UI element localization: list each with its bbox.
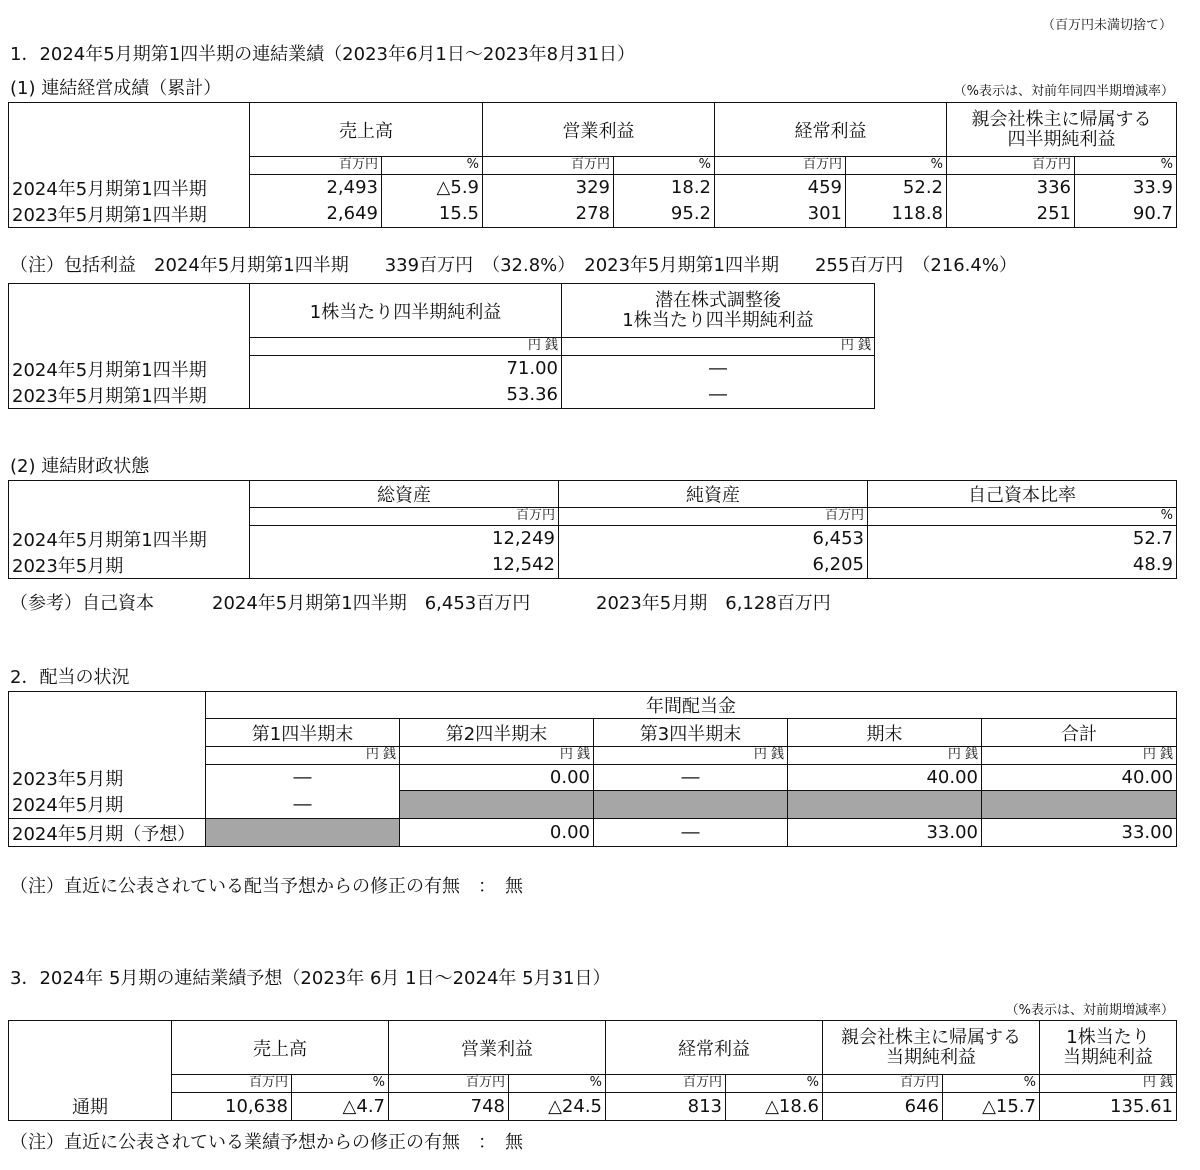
header-q2-end: 第2四半期末: [400, 719, 594, 747]
table-row: 2023年5月期第1四半期 2,649 15.5 278 95.2 301 118.8 251 90.7: [9, 201, 1177, 228]
table-row: 2023年5月期第1四半期 53.36 ―: [9, 382, 875, 409]
table-row: 2024年5月期（予想） 0.00 ― 33.00 33.00: [9, 819, 1177, 847]
header-year-end: 期末: [788, 719, 982, 747]
header-operating-income: 営業利益: [483, 103, 715, 157]
financial-table: 総資産 純資産 自己資本比率 百万円 百万円 % 2024年5月期第1四半期 12,249 6,453 52.7 2023年5月期 12,542 6,205 48.9: [8, 480, 1177, 579]
header-equity-ratio: 自己資本比率: [868, 481, 1177, 508]
row-label: 2023年5月期第1四半期: [9, 201, 250, 228]
shaded-cell: [400, 791, 594, 819]
shaded-cell: [594, 791, 788, 819]
forecast-header-net-income: 親会社株主に帰属する 当期純利益: [823, 1021, 1040, 1075]
header-q1-end: 第1四半期末: [206, 719, 400, 747]
header-diluted-eps: 潜在株式調整後 1株当たり四半期純利益: [562, 284, 875, 338]
unit-yen: 円 銭: [250, 338, 562, 356]
header-eps: 1株当たり四半期純利益: [250, 284, 562, 338]
results-subtitle: (1) 連結経営成績（累計）: [10, 78, 222, 99]
section3-title: 3．2024年 5月期の連結業績予想（2023年 6月 1日～2024年 5月31日）: [10, 968, 611, 989]
dividend-table: 年間配当金 第1四半期末 第2四半期末 第3四半期末 期末 合計 円 銭 円 銭 円 銭 円 銭 円 銭 2023年5月期 ― 0.00 ― 40.00 40.00 2024年5月期 ― 2024年5月期（予想） 0.00 ― 33.00 33.00: [8, 691, 1177, 847]
section1-title: 1．2024年5月期第1四半期の連結業績（2023年6月1日～2023年8月31日）: [10, 44, 636, 65]
header-total: 合計: [982, 719, 1177, 747]
comprehensive-income-note: （注）包括利益 2024年5月期第1四半期 339百万円 （32.8%） 2023年5月期第1四半期 255百万円 （216.4%）: [10, 255, 1017, 276]
results-table: 売上高 営業利益 経常利益 親会社株主に帰属する 四半期純利益 百万円 % 百万円 % 百万円 % 百万円 % 2024年5月期第1四半期 2,493 △5.9 329 18.2 459 52.2 336 33.9 2023年5月期第1四半期 2,649 15.5 278 95.2 301 118.8 251 90.7: [8, 102, 1177, 228]
header-blank: [9, 103, 250, 157]
header-total-assets: 総資産: [250, 481, 559, 508]
reference-prior: 2023年5月期 6,128百万円: [596, 593, 831, 614]
forecast-header-eps: 1株当たり 当期純利益: [1040, 1021, 1177, 1075]
shaded-cell: [206, 819, 400, 847]
forecast-note: （注）直近に公表されている業績予想からの修正の有無 ： 無: [10, 1132, 523, 1153]
header-q3-end: 第3四半期末: [594, 719, 788, 747]
reference-label: （参考）自己資本: [10, 593, 154, 614]
header-sales: 売上高: [250, 103, 483, 157]
row-label-full-year: 通期: [9, 1093, 172, 1121]
table-row: 2024年5月期第1四半期 71.00 ―: [9, 356, 875, 382]
table-row: 2024年5月期第1四半期 2,493 △5.9 329 18.2 459 52.2 336 33.9: [9, 175, 1177, 201]
forecast-header-operating: 営業利益: [389, 1021, 606, 1075]
forecast-pct-note: （%表示は、対前期増減率）: [1005, 1003, 1174, 1018]
unit-pct: %: [382, 157, 483, 175]
unit-amount: 百万円: [250, 157, 382, 175]
forecast-header-sales: 売上高: [172, 1021, 389, 1075]
section2-title: 2．配当の状況: [10, 667, 130, 688]
eps-table: 1株当たり四半期純利益 潜在株式調整後 1株当たり四半期純利益 円 銭 円 銭 2024年5月期第1四半期 71.00 ― 2023年5月期第1四半期 53.36 ―: [8, 283, 875, 409]
row-label: 2024年5月期第1四半期: [9, 175, 250, 201]
shaded-cell: [788, 791, 982, 819]
table-row: 通期 10,638 △4.7 748 △24.5 813 △18.6 646 △15.7 135.61: [9, 1093, 1177, 1121]
pct-note: （%表示は、対前年同四半期増減率）: [953, 84, 1174, 99]
shaded-cell: [982, 791, 1177, 819]
financial-position-subtitle: (2) 連結財政状態: [10, 456, 150, 477]
header-ordinary-income: 経常利益: [715, 103, 947, 157]
dividend-note: （注）直近に公表されている配当予想からの修正の有無 ： 無: [10, 876, 523, 897]
forecast-table: 売上高 営業利益 経常利益 親会社株主に帰属する 当期純利益 1株当たり 当期純利益 百万円 % 百万円 % 百万円 % 百万円 % 円 銭 通期 10,638 △4.7 748 △24.5 813 △18.6 646 △15.7 135.61: [8, 1020, 1177, 1121]
header-net-assets: 純資産: [559, 481, 868, 508]
header-net-income: 親会社株主に帰属する 四半期純利益: [947, 103, 1177, 157]
table-row: 2023年5月期 12,542 6,205 48.9: [9, 552, 1177, 579]
header-annual-dividend: 年間配当金: [206, 692, 1177, 719]
unit-note: （百万円未満切捨て）: [1041, 18, 1172, 33]
table-row: 2023年5月期 ― 0.00 ― 40.00 40.00: [9, 765, 1177, 791]
forecast-header-ordinary: 経常利益: [606, 1021, 823, 1075]
table-row: 2024年5月期 ―: [9, 791, 1177, 819]
reference-current: 2024年5月期第1四半期 6,453百万円: [212, 593, 531, 614]
table-row: 2024年5月期第1四半期 12,249 6,453 52.7: [9, 526, 1177, 552]
